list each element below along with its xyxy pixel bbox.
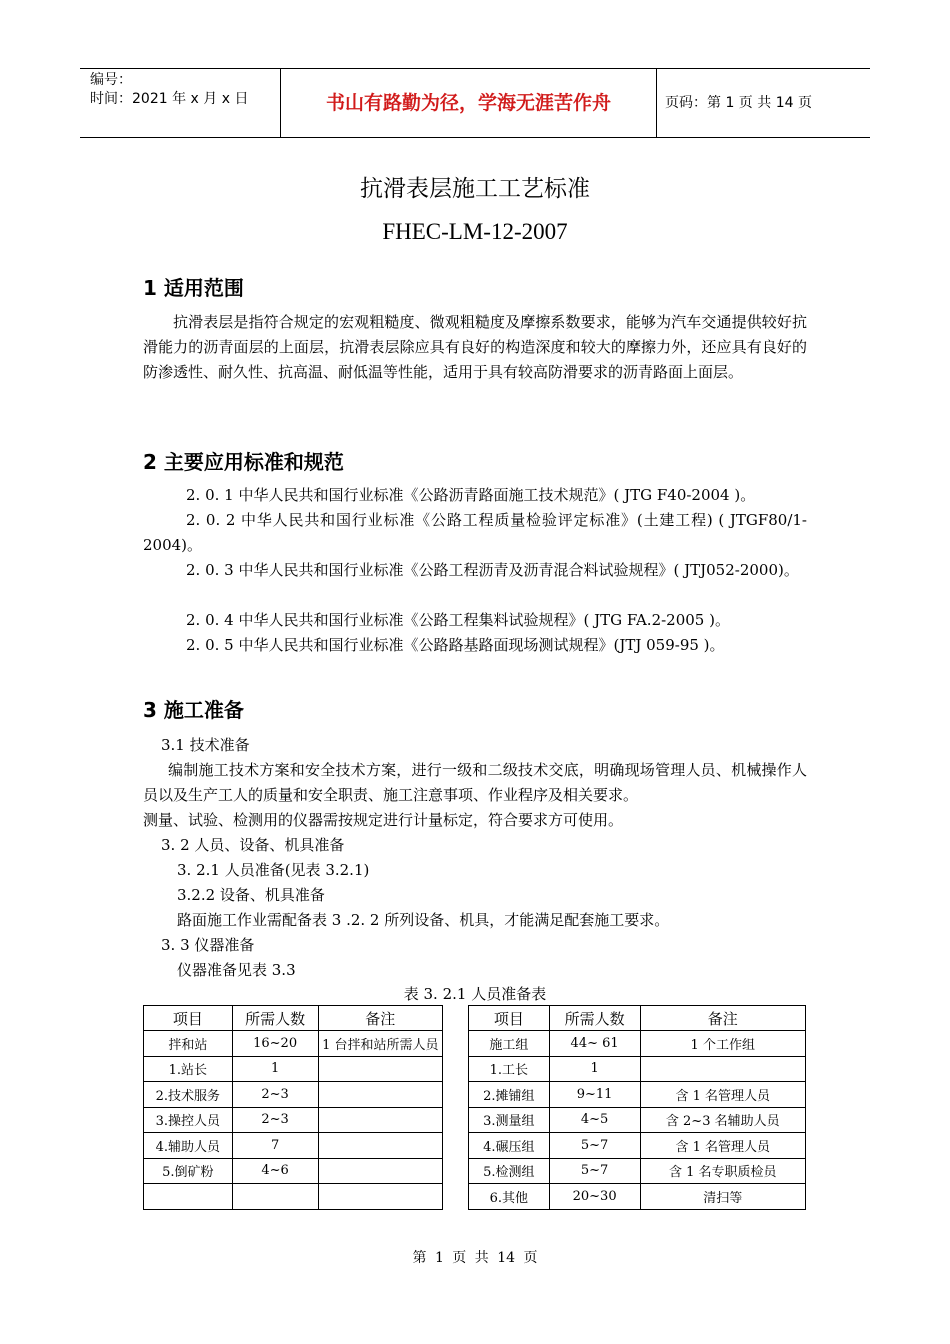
table-cell — [318, 1107, 443, 1133]
table-row — [144, 1082, 806, 1108]
table-gap — [443, 1158, 469, 1184]
table-gap — [443, 1082, 469, 1108]
table-row — [144, 1031, 806, 1057]
table-header-row — [144, 1006, 806, 1031]
table-gap — [443, 1184, 469, 1210]
standard-item: 2. 0. 4 中华人民共和国行业标准《公路工程集料试验规程》( JTG FA.2-2005 )。 — [186, 611, 730, 629]
table-cell: 5.倒矿粉 — [144, 1158, 233, 1184]
table-row — [144, 1184, 806, 1210]
table-cell — [232, 1184, 318, 1210]
table-cell: 含 2~3 名辅助人员 — [640, 1107, 805, 1133]
subsection-3-1-title: 3.1 技术准备 — [161, 736, 250, 754]
table-cell: 16~20 — [232, 1031, 318, 1057]
header-page-info: 页码：第 1 页 共 14 页 — [665, 95, 812, 111]
document-title: 抗滑表层施工工艺标准 — [360, 176, 590, 202]
section-2-heading: 2 主要应用标准和规范 — [143, 450, 344, 474]
table-cell — [318, 1184, 443, 1210]
table-cell: 9~11 — [549, 1082, 640, 1108]
subsection-3-3-title: 3. 3 仪器准备 — [161, 936, 255, 954]
standard-item: 2. 0. 3 中华人民共和国行业标准《公路工程沥青及沥青混合料试验规程》( JTJ052-2000)。 — [186, 561, 799, 579]
table-cell: 2~3 — [232, 1082, 318, 1108]
subsection-3-1-paragraph: 编制施工技术方案和安全技术方案，进行一级和二级技术交底，明确现场管理人员、机械操作人员以及生产工人的质量和安全职责、施工注意事项、作业程序及相关要求。 — [143, 761, 807, 804]
staff-table — [143, 1005, 806, 1210]
table-cell: 6.其他 — [468, 1184, 549, 1210]
table-cell: 3.操控人员 — [144, 1107, 233, 1133]
subsection-3-1-paragraph-2: 测量、试验、检测用的仪器需按规定进行计量标定，符合要求方可使用。 — [143, 811, 624, 829]
table-gap — [443, 1006, 469, 1031]
table-gap — [443, 1133, 469, 1159]
table-cell: 拌和站 — [144, 1031, 233, 1057]
standard-item: 2. 0. 2 中华人民共和国行业标准《公路工程质量检验评定标准》(土建工程) ( JTGF80/1-2004)。 — [143, 511, 807, 554]
table-row — [144, 1107, 806, 1133]
table-cell: 含 1 名管理人员 — [640, 1133, 805, 1159]
table-cell: 5~7 — [549, 1133, 640, 1159]
page-footer: 第 1 页 共 14 页 — [412, 1250, 538, 1266]
table-cell — [144, 1184, 233, 1210]
table-cell: 1 — [549, 1056, 640, 1082]
subsection-3-2-2: 3.2.2 设备、机具准备 — [177, 886, 325, 904]
subsection-3-3-text: 仪器准备见表 3.3 — [177, 961, 296, 979]
document-code: FHEC-LM-12-2007 — [382, 219, 568, 244]
table-cell: 2.技术服务 — [144, 1082, 233, 1108]
header-time: 时间：2021 年 x 月 x 日 — [90, 91, 249, 107]
table-cell: 含 1 名专职质检员 — [640, 1158, 805, 1184]
table-gap — [443, 1056, 469, 1082]
table-cell: 5~7 — [549, 1158, 640, 1184]
table-header: 项目 — [144, 1006, 233, 1031]
table-cell: 1.站长 — [144, 1056, 233, 1082]
header-number: 编号： — [90, 72, 132, 88]
table-row — [144, 1133, 806, 1159]
table-cell: 1 个工作组 — [640, 1031, 805, 1057]
table-cell: 1 台拌和站所需人员 — [318, 1031, 443, 1057]
header-motto: 书山有路勤为径，学海无涯苦作舟 — [280, 69, 657, 137]
table-cell: 1.工长 — [468, 1056, 549, 1082]
table-gap — [443, 1107, 469, 1133]
table-cell — [318, 1133, 443, 1159]
page-header — [80, 68, 870, 138]
table-header: 项目 — [468, 1006, 549, 1031]
table-header: 备注 — [318, 1006, 443, 1031]
table-cell: 清扫等 — [640, 1184, 805, 1210]
table-cell: 4~6 — [232, 1158, 318, 1184]
table-cell: 施工组 — [468, 1031, 549, 1057]
table-row — [144, 1056, 806, 1082]
table-cell — [640, 1056, 805, 1082]
table-cell — [318, 1158, 443, 1184]
table-row — [144, 1158, 806, 1184]
table-cell: 4~5 — [549, 1107, 640, 1133]
table-cell: 20~30 — [549, 1184, 640, 1210]
table-caption: 表 3. 2.1 人员准备表 — [403, 985, 547, 1003]
table-cell: 44~ 61 — [549, 1031, 640, 1057]
section-1-heading: 1 适用范围 — [143, 276, 244, 300]
table-cell: 2~3 — [232, 1107, 318, 1133]
section-1-paragraph: 抗滑表层是指符合规定的宏观粗糙度、微观粗糙度及摩擦系数要求，能够为汽车交通提供较好抗滑能力的沥青面层的上面层，抗滑表层除应具有良好的构造深度和较大的摩擦力外，还应具有良好的防渗透性、耐久性、抗高温、耐低温等性能，适用于具有较高防滑要求的沥青路面上面层。 — [143, 313, 807, 381]
standard-item: 2. 0. 1 中华人民共和国行业标准《公路沥青路面施工技术规范》( JTG F40-2004 )。 — [186, 486, 756, 504]
subsection-3-2-title: 3. 2 人员、设备、机具准备 — [161, 836, 345, 854]
header-meta — [90, 71, 280, 109]
table-header: 所需人数 — [549, 1006, 640, 1031]
table-header: 所需人数 — [232, 1006, 318, 1031]
table-header: 备注 — [640, 1006, 805, 1031]
table-cell: 7 — [232, 1133, 318, 1159]
table-cell — [318, 1056, 443, 1082]
table-cell: 3.测量组 — [468, 1107, 549, 1133]
subsection-3-2-1: 3. 2.1 人员准备(见表 3.2.1) — [177, 861, 370, 879]
table-cell: 2.摊铺组 — [468, 1082, 549, 1108]
table-cell: 1 — [232, 1056, 318, 1082]
table-cell: 4.辅助人员 — [144, 1133, 233, 1159]
table-cell — [318, 1082, 443, 1108]
table-gap — [443, 1031, 469, 1057]
standard-item: 2. 0. 5 中华人民共和国行业标准《公路路基路面现场测试规程》(JTJ 059-95 )。 — [186, 636, 725, 654]
table-cell: 4.碾压组 — [468, 1133, 549, 1159]
table-cell: 含 1 名管理人员 — [640, 1082, 805, 1108]
subsection-3-2-2-text: 路面施工作业需配备表 3 .2. 2 所列设备、机具，才能满足配套施工要求。 — [177, 911, 670, 929]
table-cell: 5.检测组 — [468, 1158, 549, 1184]
section-3-heading: 3 施工准备 — [143, 698, 244, 722]
